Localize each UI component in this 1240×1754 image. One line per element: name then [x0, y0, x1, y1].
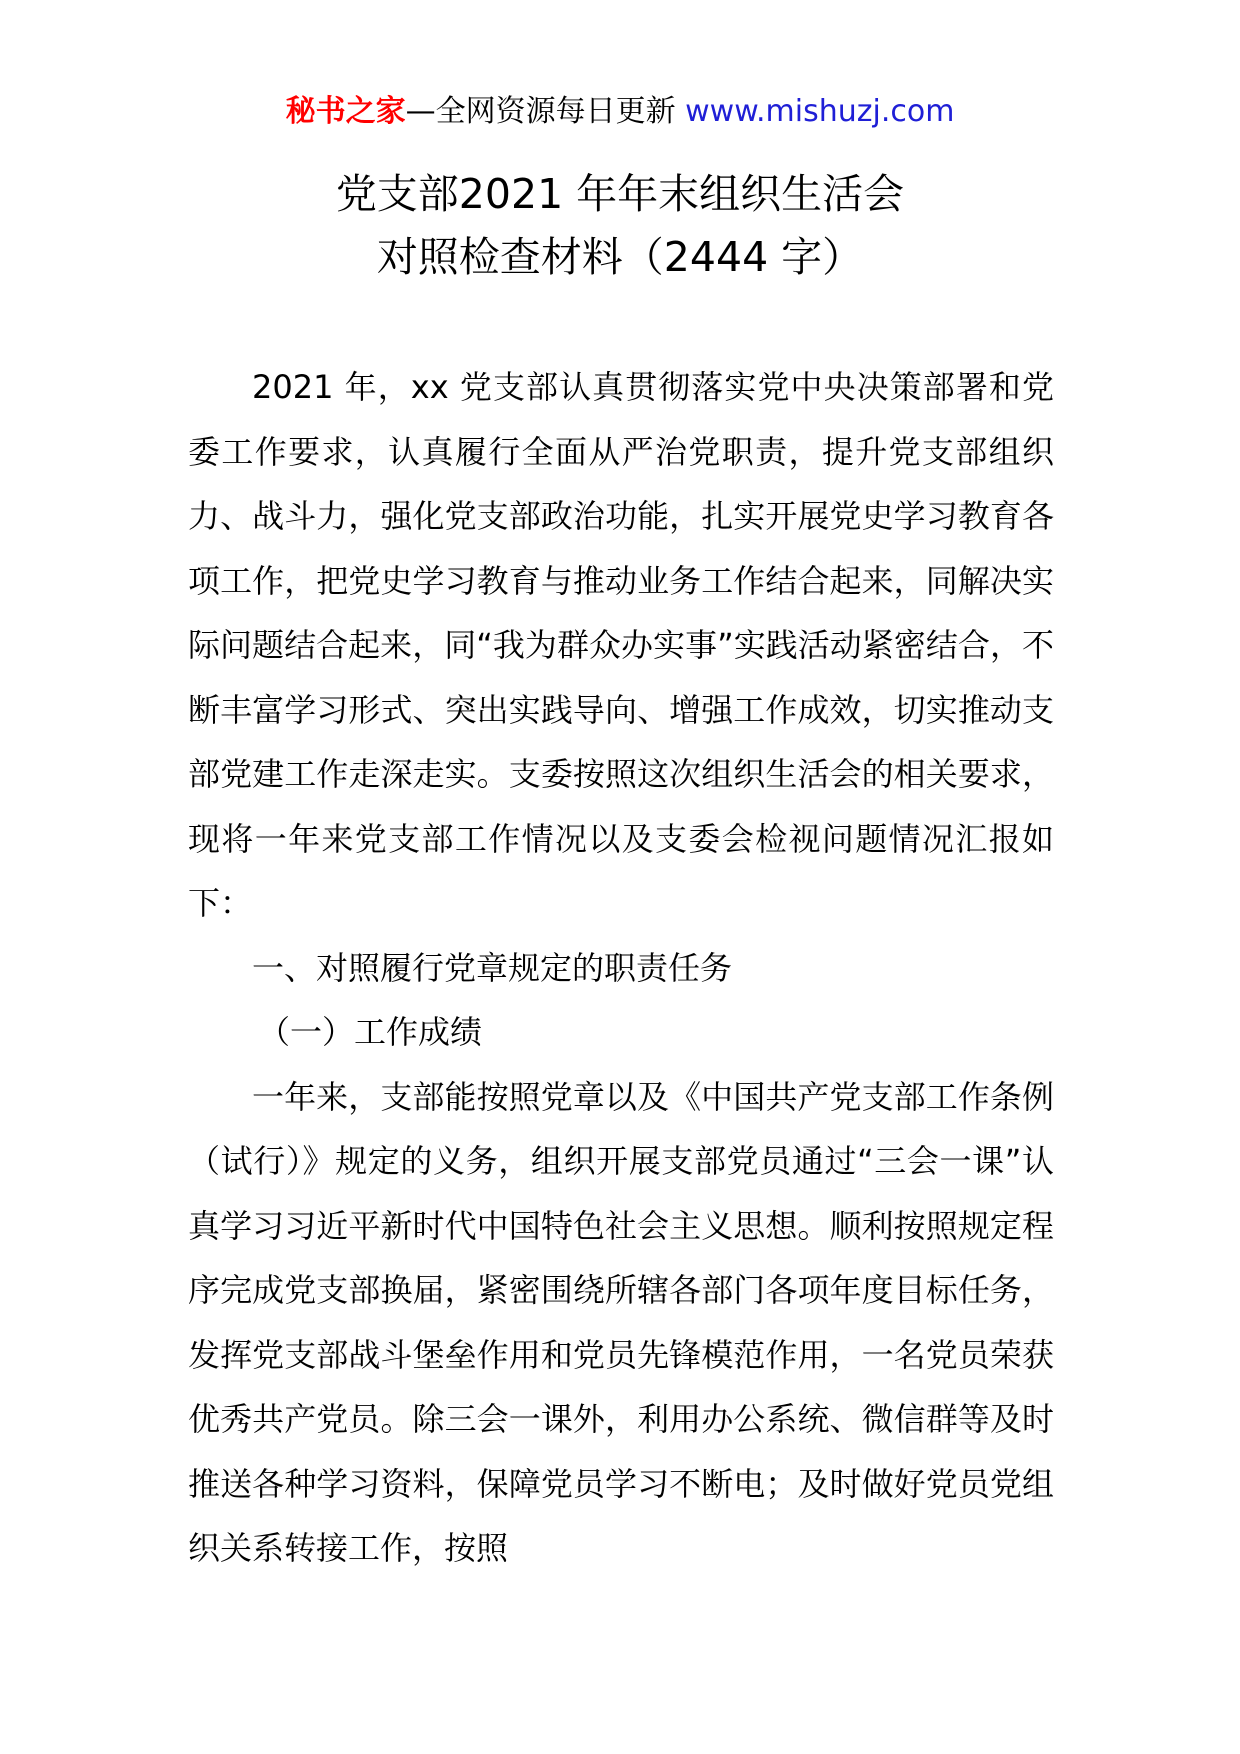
section-heading: 一、对照履行党章规定的职责任务 — [252, 948, 733, 987]
document-title-line-1: 党支部2021 年年末组织生活会 — [335, 170, 905, 218]
site-banner — [0, 92, 1240, 132]
banner-tagline: —全网资源每日更新 — [405, 94, 686, 129]
brand-name: 秘书之家 — [285, 94, 406, 129]
site-url-link[interactable]: www.mishuzj.com — [685, 94, 955, 129]
document-body — [188, 355, 1054, 1581]
intro-paragraph: 2021 年，xx 党支部认真贯彻落实党中央决策部署和党委工作要求，认真履行全面从严治党职责，提升党支部组织力、战斗力，强化党支部政治功能，扎实开展党史学习教育各项工作，把党史学习教育与推动业务工作结合起来，同解决实际问题结合起来，同“我为群众办实事”实践活动紧密结合，不断丰富学习形式、突出实践导向、增强工作成效，切实推动支部党建工作走深走实。支委按照这次组织生活会的相关要求，现将一年来党支部工作情况以及支委会检视问题情况汇报如下： — [188, 368, 1054, 922]
body-paragraph: 一年来，支部能按照党章以及《中国共产党支部工作条例（试行）》规定的义务，组织开展支部党员通过“三会一课”认真学习习近平新时代中国特色社会主义思想。顺利按照规定程序完成党支部换届，紧密围绕所辖各部门各项年度目标任务，发挥党支部战斗堡垒作用和党员先锋模范作用，一名党员荣获优秀共产党员。除三会一课外，利用办公系统、微信群等及时推送各种学习资料，保障党员学习不断电；及时做好党员党组织关系转接工作，按照 — [188, 1077, 1054, 1567]
subsection-heading: （一）工作成绩 — [258, 1013, 483, 1051]
document-title-line-2: 对照检查材料（2444 字） — [376, 233, 864, 281]
